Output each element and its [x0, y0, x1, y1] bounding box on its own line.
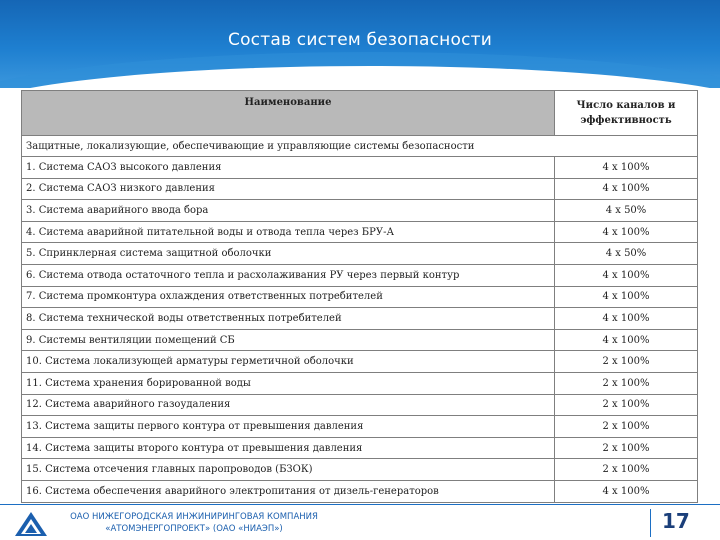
system-efficiency: 4 х 100%	[555, 264, 698, 286]
system-name: 6. Система отвода остаточного тепла и расхолаживания РУ через первый контур	[22, 264, 555, 286]
system-name: 10. Система локализующей арматуры герметичной оболочки	[22, 351, 555, 373]
column-header-efficiency: Число каналов и эффективность	[555, 91, 698, 136]
company-name-line1: ОАО НИЖЕГОРОДСКАЯ ИНЖИНИРИНГОВАЯ КОМПАНИЯ	[70, 512, 318, 522]
system-name: 14. Система защиты второго контура от превышения давления	[22, 437, 555, 459]
system-name: 13. Система защиты первого контура от превышения давления	[22, 416, 555, 438]
system-efficiency: 4 х 50%	[555, 243, 698, 265]
system-name: 2. Система САОЗ низкого давления	[22, 178, 555, 200]
company-name	[44, 511, 344, 535]
system-efficiency: 2 х 100%	[555, 459, 698, 481]
table-row	[22, 308, 698, 330]
table-row	[22, 243, 698, 265]
table-row	[22, 200, 698, 222]
system-efficiency: 4 х 100%	[555, 329, 698, 351]
table-row	[22, 480, 698, 502]
system-name: 16. Система обеспечения аварийного электропитания от дизель-генераторов	[22, 480, 555, 502]
safety-systems-table-wrap	[21, 90, 697, 503]
column-header-name: Наименование	[22, 91, 555, 136]
table-row	[22, 372, 698, 394]
system-name: 11. Система хранения борированной воды	[22, 372, 555, 394]
footer	[0, 505, 720, 540]
page-number: 17	[662, 509, 690, 533]
table-row	[22, 459, 698, 481]
table-row	[22, 329, 698, 351]
system-efficiency: 2 х 100%	[555, 394, 698, 416]
table-row	[22, 394, 698, 416]
table-row	[22, 264, 698, 286]
company-logo-icon	[14, 511, 48, 537]
system-name: 1. Система САОЗ высокого давления	[22, 157, 555, 179]
table-row	[22, 437, 698, 459]
system-efficiency: 4 х 100%	[555, 286, 698, 308]
page-title: Состав систем безопасности	[228, 30, 492, 50]
system-efficiency: 4 х 50%	[555, 200, 698, 222]
system-efficiency: 4 х 100%	[555, 221, 698, 243]
system-name: 9. Системы вентиляции помещений СБ	[22, 329, 555, 351]
section-label: Защитные, локализующие, обеспечивающие и управляющие системы безопасности	[22, 136, 698, 157]
system-efficiency: 4 х 100%	[555, 157, 698, 179]
header-banner	[0, 0, 720, 88]
table-row	[22, 157, 698, 179]
system-name: 5. Спринклерная система защитной оболочки	[22, 243, 555, 265]
table-row	[22, 178, 698, 200]
page-number-divider	[650, 509, 651, 537]
system-efficiency: 2 х 100%	[555, 437, 698, 459]
table-row	[22, 221, 698, 243]
system-name: 3. Система аварийного ввода бора	[22, 200, 555, 222]
system-name: 8. Система технической воды ответственных потребителей	[22, 308, 555, 330]
table-row	[22, 351, 698, 373]
table-row	[22, 416, 698, 438]
system-efficiency: 4 х 100%	[555, 480, 698, 502]
system-name: 4. Система аварийной питательной воды и отвода тепла через БРУ-А	[22, 221, 555, 243]
system-efficiency: 2 х 100%	[555, 416, 698, 438]
system-efficiency: 2 х 100%	[555, 351, 698, 373]
table-row	[22, 286, 698, 308]
system-efficiency: 4 х 100%	[555, 308, 698, 330]
system-efficiency: 2 х 100%	[555, 372, 698, 394]
system-name: 12. Система аварийного газоудаления	[22, 394, 555, 416]
system-name: 15. Система отсечения главных паропроводов (БЗОК)	[22, 459, 555, 481]
system-name: 7. Система промконтура охлаждения ответственных потребителей	[22, 286, 555, 308]
system-efficiency: 4 х 100%	[555, 178, 698, 200]
company-name-line2: «АТОМЭНЕРГОПРОЕКТ» (ОАО «НИАЭП»)	[105, 524, 283, 534]
safety-systems-table	[21, 90, 698, 503]
